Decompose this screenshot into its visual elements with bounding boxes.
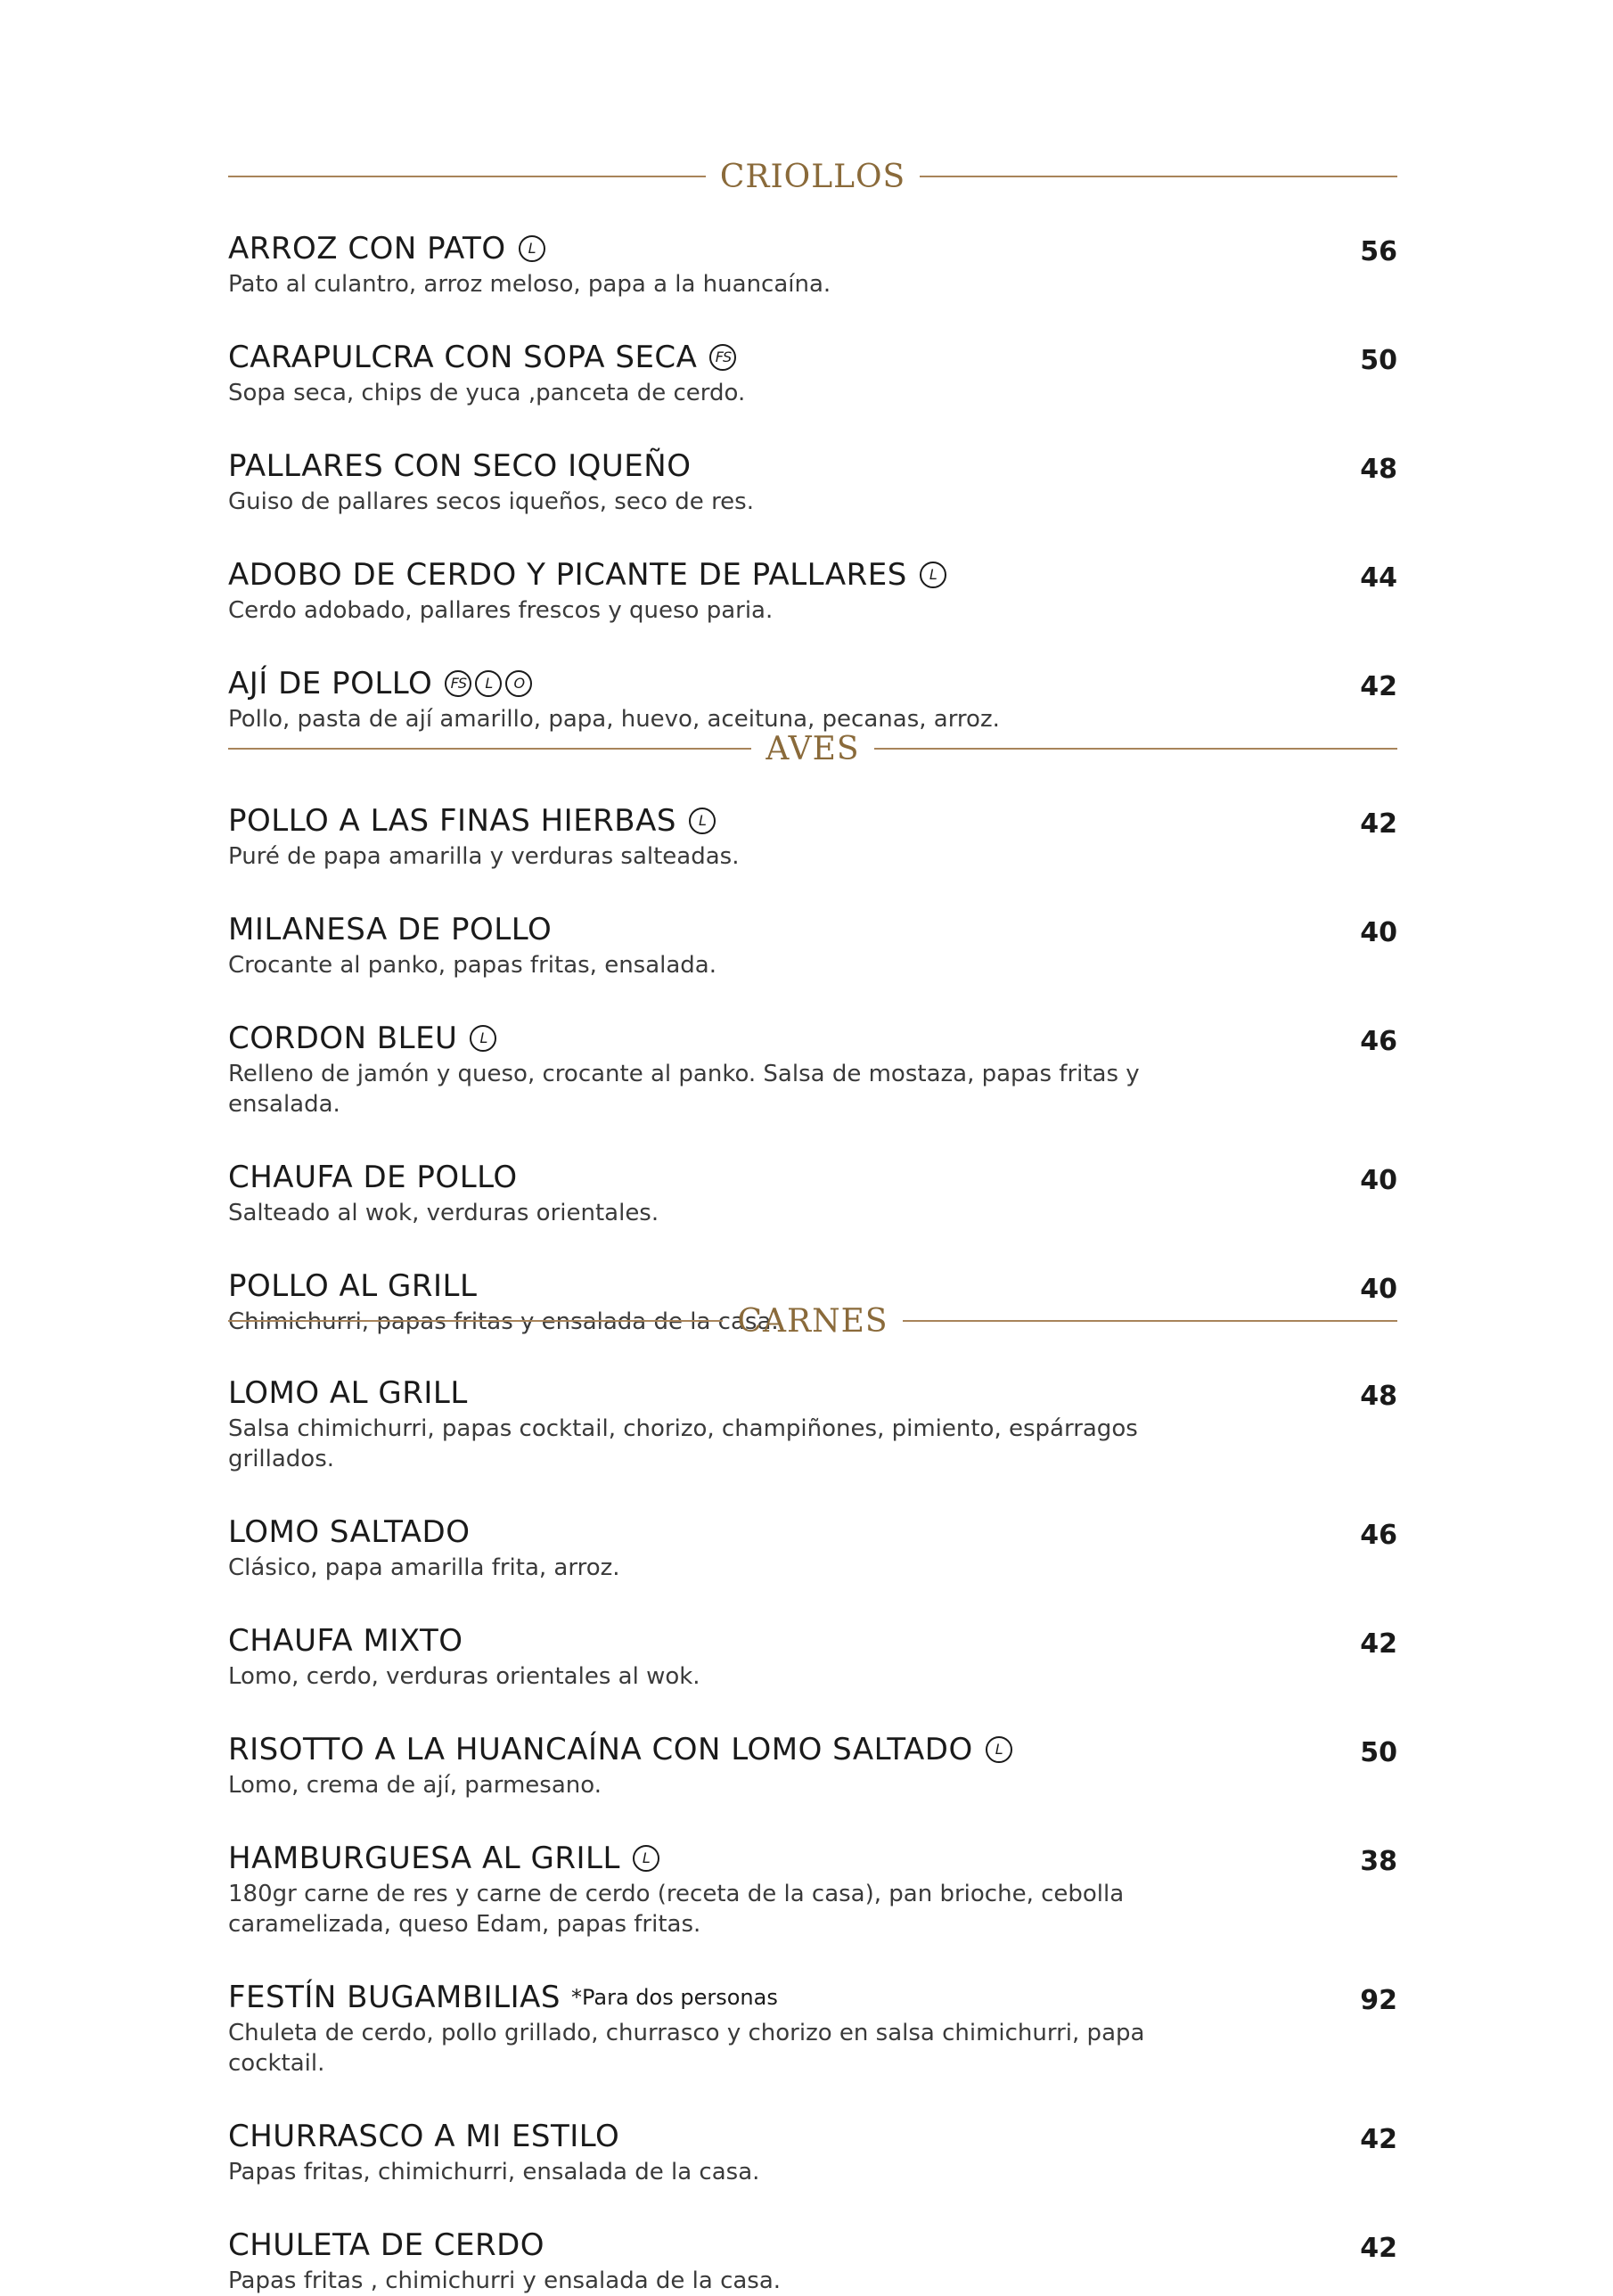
item-name-row: [228, 1020, 1326, 1057]
item-price: 50: [1360, 345, 1397, 376]
item-name-row: [228, 1731, 1326, 1768]
section-title: AVES: [766, 730, 860, 767]
item-name: PALLARES CON SECO IQUEÑO: [228, 448, 692, 484]
item-name-row: [228, 447, 1326, 485]
item-name-row: [228, 1159, 1326, 1196]
menu-item: [228, 230, 1397, 299]
dietary-badges: [986, 1736, 1012, 1763]
menu-item: [228, 1840, 1397, 1939]
item-name-row: [228, 1374, 1326, 1412]
dietary-badge-icon: L: [470, 1025, 496, 1052]
item-name: CHULETA DE CERDO: [228, 2227, 545, 2263]
item-description: Papas fritas , chimichurri y ensalada de la casa.: [228, 2267, 782, 2294]
item-name-row: [228, 2226, 1326, 2264]
item-note: *Para dos personas: [570, 1985, 778, 2010]
item-price: 42: [1360, 671, 1397, 702]
divider-right: [903, 1320, 1397, 1322]
item-description: Salteado al wok, verduras orientales.: [228, 1200, 659, 1226]
item-price: 48: [1360, 1381, 1397, 1412]
section-header: [228, 150, 1397, 203]
dietary-badges: [689, 808, 716, 834]
menu-item: [228, 1513, 1397, 1583]
item-price: 40: [1360, 917, 1397, 948]
item-name: CORDON BLEU: [228, 1021, 458, 1056]
menu-item: [228, 911, 1397, 980]
divider-left: [228, 176, 706, 177]
item-description: Pato al culantro, arroz meloso, papa a la huancaína.: [228, 271, 831, 298]
item-description: Guiso de pallares secos iqueños, seco de res.: [228, 488, 754, 515]
dietary-badges: [470, 1025, 496, 1052]
section-header: [228, 1294, 1397, 1348]
section-carnes: [228, 1294, 1397, 2296]
item-description: Lomo, cerdo, verduras orientales al wok.: [228, 1663, 700, 1690]
menu-item: [228, 556, 1397, 626]
dietary-badge-icon: O: [505, 670, 532, 697]
section-title: CRIOLLOS: [719, 158, 906, 195]
item-description: Lomo, crema de ají, parmesano.: [228, 1772, 602, 1799]
item-name-row: [228, 1840, 1326, 1877]
item-description: 180gr carne de res y carne de cerdo (receta de la casa), pan brioche, cebolla caramelizada, queso Edam, papas fritas.: [228, 1881, 1125, 1938]
item-description: Clásico, papa amarilla frita, arroz.: [228, 1554, 620, 1581]
item-list: [228, 802, 1397, 1337]
dietary-badge-icon: L: [689, 808, 716, 834]
dietary-badges: [920, 562, 946, 588]
item-price: 42: [1360, 808, 1397, 840]
item-name-row: [228, 665, 1326, 702]
item-description: Papas fritas, chimichurri, ensalada de la casa.: [228, 2159, 760, 2185]
item-name-row: [228, 339, 1326, 376]
item-price: 42: [1360, 2124, 1397, 2155]
menu-item: [228, 339, 1397, 408]
dietary-badge-icon: FS: [445, 670, 471, 697]
item-name-row: [228, 911, 1326, 948]
dietary-badge-icon: L: [986, 1736, 1012, 1763]
item-name-row: [228, 1513, 1326, 1551]
divider-right: [874, 748, 1397, 750]
menu-item: [228, 1159, 1397, 1228]
item-name: CHURRASCO A MI ESTILO: [228, 2119, 620, 2154]
divider-left: [228, 1320, 723, 1322]
section-aves: [228, 722, 1397, 1337]
dietary-badge-icon: FS: [709, 344, 736, 371]
item-name-row: [228, 802, 1326, 840]
item-price: 46: [1360, 1520, 1397, 1551]
dietary-badge-icon: L: [633, 1845, 659, 1872]
item-name: RISOTTO A LA HUANCAÍNA CON LOMO SALTADO: [228, 1732, 973, 1767]
dietary-badges: [709, 344, 736, 371]
item-name-row: [228, 1622, 1326, 1660]
menu-item: [228, 1374, 1397, 1474]
section-header: [228, 722, 1397, 775]
menu-item: [228, 1979, 1397, 2079]
item-name: LOMO SALTADO: [228, 1514, 471, 1550]
item-description: Sopa seca, chips de yuca ,panceta de cerdo.: [228, 380, 746, 406]
item-price: 38: [1360, 1846, 1397, 1877]
item-name: LOMO AL GRILL: [228, 1375, 468, 1411]
item-price: 44: [1360, 562, 1397, 594]
item-name-row: [228, 556, 1326, 594]
divider-right: [920, 176, 1397, 177]
item-price: 92: [1360, 1985, 1397, 2016]
item-name: POLLO AL GRILL: [228, 1268, 478, 1304]
menu-item: [228, 802, 1397, 872]
menu-item: [228, 1622, 1397, 1692]
item-name: CHAUFA MIXTO: [228, 1623, 463, 1659]
dietary-badge-icon: L: [920, 562, 946, 588]
item-name-row: [228, 1979, 1326, 2016]
item-list: [228, 1374, 1397, 2296]
menu-item: [228, 1731, 1397, 1800]
dietary-badges: [519, 235, 545, 262]
item-price: 40: [1360, 1165, 1397, 1196]
item-name: CARAPULCRA CON SOPA SECA: [228, 340, 698, 375]
item-name-row: [228, 2118, 1326, 2155]
menu-item: [228, 1020, 1397, 1119]
dietary-badges: [633, 1845, 659, 1872]
item-description: Cerdo adobado, pallares frescos y queso paria.: [228, 597, 774, 624]
item-description: Salsa chimichurri, papas cocktail, chorizo, champiñones, pimiento, espárragos grillados.: [228, 1415, 1138, 1472]
item-description: Puré de papa amarilla y verduras salteadas.: [228, 843, 740, 870]
item-description: Chuleta de cerdo, pollo grillado, churrasco y chorizo en salsa chimichurri, papa cocktail.: [228, 2020, 1145, 2077]
item-name: POLLO A LAS FINAS HIERBAS: [228, 803, 676, 839]
dietary-badge-icon: L: [519, 235, 545, 262]
item-description: Relleno de jamón y queso, crocante al panko. Salsa de mostaza, papas fritas y ensalada.: [228, 1061, 1140, 1118]
dietary-badges: [445, 670, 532, 697]
dietary-badge-icon: L: [475, 670, 502, 697]
section-title: CARNES: [737, 1302, 888, 1340]
item-name: ADOBO DE CERDO Y PICANTE DE PALLARES: [228, 557, 907, 593]
item-price: 42: [1360, 2233, 1397, 2264]
menu-item: [228, 447, 1397, 517]
item-price: 56: [1360, 236, 1397, 267]
item-price: 40: [1360, 1274, 1397, 1305]
item-price: 42: [1360, 1628, 1397, 1660]
item-name: HAMBURGUESA AL GRILL: [228, 1841, 620, 1876]
item-name: AJÍ DE POLLO: [228, 666, 433, 701]
item-price: 50: [1360, 1737, 1397, 1768]
item-description: Crocante al panko, papas fritas, ensalada.: [228, 952, 717, 979]
menu-item: [228, 2118, 1397, 2187]
item-name: MILANESA DE POLLO: [228, 912, 553, 947]
item-name: CHAUFA DE POLLO: [228, 1160, 518, 1195]
divider-left: [228, 748, 751, 750]
item-name: FESTÍN BUGAMBILIAS: [228, 1980, 561, 2015]
item-price: 46: [1360, 1026, 1397, 1057]
item-price: 48: [1360, 454, 1397, 485]
item-description: Chimichurri, papas fritas y ensalada de la casa.: [228, 1308, 779, 1335]
item-description: Pollo, pasta de ají amarillo, papa, huevo, aceituna, pecanas, arroz.: [228, 706, 1000, 733]
item-name: ARROZ CON PATO: [228, 231, 506, 266]
menu-item: [228, 2226, 1397, 2296]
section-criollos: [228, 150, 1397, 734]
item-name-row: [228, 230, 1326, 267]
item-list: [228, 230, 1397, 734]
